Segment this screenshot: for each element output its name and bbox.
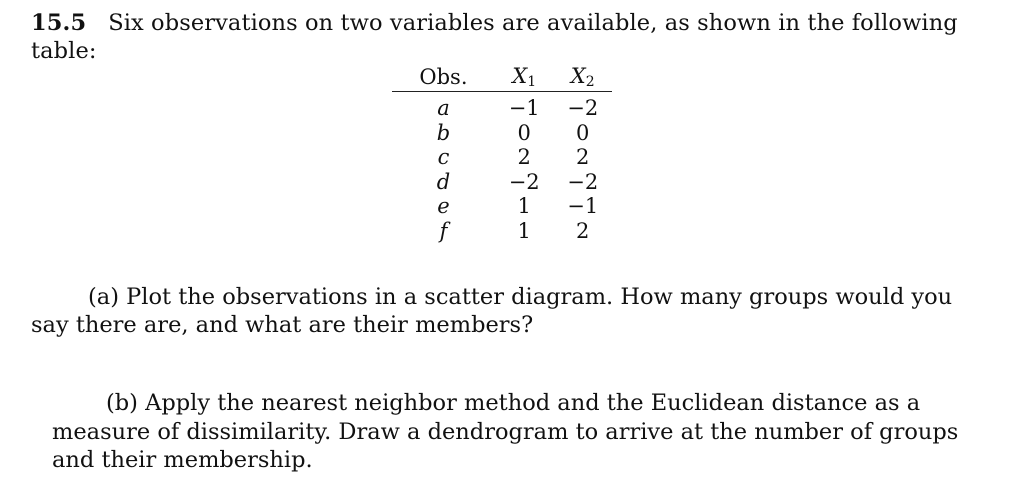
part-b-line-1 (52, 389, 992, 418)
table-row (392, 194, 612, 219)
x2-cell: 0 (576, 120, 590, 145)
observations-table-container (392, 62, 612, 243)
table-row (392, 145, 612, 170)
x2-cell: −2 (567, 169, 599, 194)
header-x1 (495, 62, 554, 92)
part-b-text-1: (b) Apply the nearest neighbor method and the Euclidean distance as a (106, 390, 921, 416)
x2-cell: −1 (567, 194, 599, 219)
header-x2-subscript: 2 (585, 73, 595, 90)
table-header-row (392, 62, 612, 92)
problem-statement (31, 9, 981, 65)
obs-cell: b (436, 120, 451, 145)
observations-table (392, 62, 612, 243)
x1-cell: 0 (517, 120, 531, 145)
problem-number: 15.5 (31, 10, 87, 36)
obs-cell: a (437, 96, 450, 121)
header-x1-subscript: 1 (527, 73, 537, 90)
table-row (392, 92, 612, 121)
table-row (392, 121, 612, 146)
obs-cell: c (437, 145, 450, 170)
part-a-question (31, 283, 991, 339)
obs-cell: e (437, 194, 450, 219)
header-x2 (553, 62, 612, 92)
x1-cell: 1 (517, 218, 531, 243)
part-b-text-2: measure of dissimilarity. Draw a dendrogram to arrive at the number of groups (52, 418, 959, 445)
x1-cell: −2 (508, 169, 540, 194)
x1-cell: 1 (517, 194, 531, 219)
table-row (392, 170, 612, 195)
part-a-text-1: (a) Plot the observations in a scatter diagram. How many groups would you (88, 284, 953, 310)
x2-cell: 2 (576, 145, 590, 170)
problem-statement-text-1: Six observations on two variables are available, as shown in the following (108, 10, 958, 36)
header-obs: Obs. (392, 62, 495, 92)
x1-cell: −1 (508, 96, 540, 121)
part-a-line-1 (31, 283, 991, 311)
part-a-text-2: say there are, and what are their members? (31, 312, 534, 338)
x2-cell: −2 (567, 96, 599, 121)
part-b-text-3: and their membership. (52, 447, 313, 473)
header-x1-letter: X (512, 63, 528, 88)
header-x2-letter: X (570, 63, 586, 88)
table-row (392, 219, 612, 244)
x2-cell: 2 (576, 218, 590, 243)
problem-statement-text-2: table: (31, 38, 97, 64)
x1-cell: 2 (517, 145, 531, 170)
obs-cell: d (436, 169, 451, 194)
problem-statement-line-1 (31, 9, 981, 37)
part-b-question (52, 389, 992, 475)
obs-cell: f (439, 218, 448, 243)
